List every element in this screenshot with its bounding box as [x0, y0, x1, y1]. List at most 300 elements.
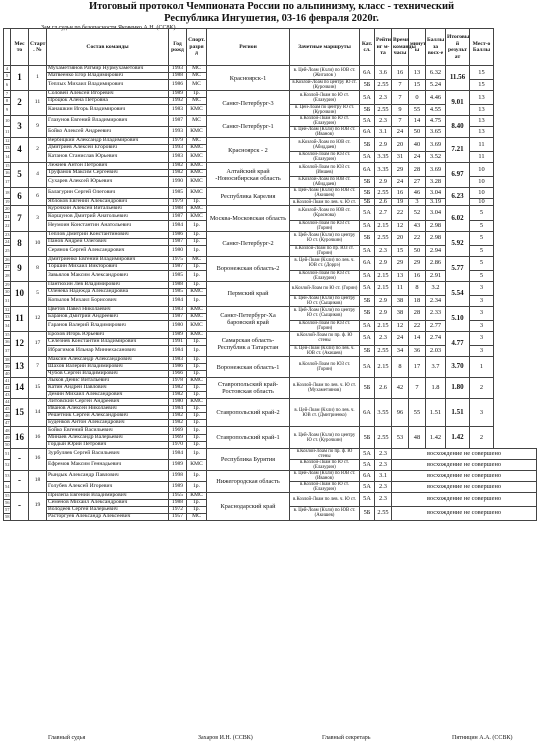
- member-rank: МС: [187, 66, 207, 73]
- route-rating: 2.9: [375, 306, 392, 320]
- judge-label: Главный судья: [48, 735, 86, 741]
- route-rating: 3.6: [375, 66, 392, 80]
- member-name: Семенов Михаил Александрович: [47, 499, 169, 506]
- route-rating: 2.9: [375, 138, 392, 152]
- member-name: Коршунов Дмитрий Анатольевич: [47, 213, 169, 220]
- member-year: 1993: [169, 66, 187, 73]
- member-name: Мухаметзянов Ратмир Нурмухаметович: [47, 66, 169, 73]
- subtitle: Зам гл.судьи по безопасности Яковенко А.Н. (СС8К): [41, 25, 176, 31]
- member-year: 1986: [169, 80, 187, 91]
- team-place: 12: [11, 331, 29, 356]
- row-number: 51: [4, 448, 11, 459]
- team-start-number: 15: [29, 378, 47, 399]
- route-minutes: 28: [409, 306, 426, 320]
- route-rating: 2.3: [375, 91, 392, 105]
- row-number: 45: [5, 406, 10, 412]
- row-number: 34: [4, 320, 11, 331]
- route-rating: 2.7: [375, 206, 392, 220]
- member-name: Ерохов Игорь Юрьевич: [47, 331, 169, 338]
- route-score: 15: [470, 80, 494, 91]
- row-number: 30: [5, 288, 10, 294]
- team-region: Воронежская область-1: [207, 356, 290, 377]
- member-year: 1985: [169, 188, 187, 199]
- member-year: 1979: [169, 199, 187, 206]
- route-name: в.Козлой-Лоам по ЮВ ст. (Абиддаев): [290, 138, 360, 152]
- route-rating: 2.3: [375, 492, 392, 506]
- route-category: 5Б: [360, 177, 375, 188]
- member-year: 1989: [169, 91, 187, 98]
- team-header: Состав команды: [47, 29, 169, 66]
- team-region: Республика Карелия: [207, 188, 290, 206]
- member-name: Теплых Михаил Владимирович: [47, 80, 169, 91]
- row-number: 27: [5, 263, 10, 269]
- row-number: 23: [5, 231, 10, 237]
- team-total: 5.54: [446, 281, 470, 306]
- not-completed-note: восхождение не совершено: [392, 459, 537, 470]
- route-name: в.Козлой-Лоам по ЮВ ст. (Краснова): [290, 206, 360, 220]
- secretary-name: Пятницин А.А. (ССВК): [452, 735, 513, 741]
- route-score: 13: [470, 127, 494, 138]
- route-points: 2.86: [426, 256, 446, 270]
- team-total: 3.70: [446, 356, 470, 377]
- route-name: в. Цей-Лоам (Кхли) по ЮВ ст. (Акишев): [290, 188, 360, 199]
- row-number: 56: [5, 499, 10, 505]
- route-name: в. Цей-Лоам (Кхли) по ЮВ ст. (Иванов): [290, 127, 360, 138]
- route-hours: 7: [392, 116, 409, 127]
- route-score: 3: [470, 306, 494, 320]
- member-year: 1969: [169, 434, 187, 441]
- route-name: в.Козлой-Лоам по пр. ф. Ю стены: [290, 448, 360, 459]
- route-minutes: 55: [409, 399, 426, 427]
- row-number: 5: [4, 73, 11, 80]
- start-header: Старт . №: [29, 29, 47, 66]
- route-minutes: 13: [409, 66, 426, 80]
- row-number: 42: [5, 385, 10, 391]
- team-start-number: 16: [29, 427, 47, 448]
- member-name: Серянов Сергей Александрович: [47, 245, 169, 256]
- member-name: Литовский Сергей Андреевич: [47, 399, 169, 406]
- row-number: 20: [5, 206, 10, 212]
- not-completed-note: восхождение не совершено: [392, 506, 537, 520]
- member-year: 1982: [169, 170, 187, 177]
- route-minutes: 55: [409, 105, 426, 116]
- route-category: 6А: [360, 399, 375, 427]
- route-name: в.Козлой-Лоам по пр. ф. Ю стены: [290, 331, 360, 345]
- table-row: [4, 116, 537, 127]
- year-header: Год рожд: [169, 29, 187, 66]
- member-rank: 1р.: [187, 199, 207, 206]
- row-number: 44: [5, 399, 10, 405]
- route-category: 5Б: [360, 427, 375, 448]
- route-points: 2.98: [426, 231, 446, 245]
- route-rating: 3.35: [375, 163, 392, 177]
- route-points: 2.77: [426, 320, 446, 331]
- route-hours: 13: [392, 270, 409, 281]
- row-number: 52: [4, 459, 11, 470]
- route-category: 5Б: [360, 345, 375, 356]
- route-name: в. Цей-Лоам (Кхли) по центру Ю ст. (Курочкин): [290, 231, 360, 245]
- route-points: 2.34: [426, 295, 446, 306]
- route-score: 10: [470, 177, 494, 188]
- route-category: 5Б: [360, 378, 375, 399]
- member-rank: КМС: [187, 378, 207, 385]
- member-name: Ефремов Максим Геннадьевич: [47, 459, 169, 470]
- route-hours: 9: [392, 105, 409, 116]
- member-name: Лежнев Антон Петрович: [47, 163, 169, 170]
- member-rank: КМС: [187, 306, 207, 313]
- minutes-header: минут ы: [409, 29, 426, 66]
- row-number: 58: [5, 513, 10, 519]
- team-place: -: [11, 470, 29, 492]
- route-name: в.Козлой-Лоам по ЮЗ ст. (Иншев): [290, 163, 360, 177]
- route-category: 6А: [360, 163, 375, 177]
- member-name: Бойко Алексей Андреевич: [47, 127, 169, 138]
- row-number: 41: [5, 378, 10, 384]
- route-hours: 11: [392, 281, 409, 295]
- member-year: 1982: [169, 420, 187, 427]
- route-points: 3.69: [426, 138, 446, 152]
- team-place: 6: [11, 188, 29, 206]
- row-number: 12: [5, 138, 10, 144]
- member-rank: МС: [187, 138, 207, 145]
- route-name: в.Козлой-Лоам по центру Ю ст. (Курочкин): [290, 80, 360, 91]
- member-name: Селезнев Константин Владимирович: [47, 338, 169, 345]
- member-name: Копылов Михаил Борисович: [47, 295, 169, 306]
- member-year: 1982: [169, 385, 187, 392]
- route-hours: 7: [392, 91, 409, 105]
- route-score: 5: [470, 220, 494, 231]
- route-hours: 24: [392, 331, 409, 345]
- table-row: [4, 470, 537, 481]
- route-rating: 2.15: [375, 320, 392, 331]
- route-category: 5А: [360, 152, 375, 163]
- route-rating: 2.15: [375, 356, 392, 377]
- member-rank: МС: [187, 116, 207, 127]
- route-category: 6А: [360, 470, 375, 481]
- row-number: 26: [5, 256, 10, 262]
- route-category: 5А: [360, 91, 375, 105]
- place-header: Мес то: [11, 29, 29, 66]
- member-rank: 1р.: [187, 385, 207, 392]
- route-rating: 2.55: [375, 427, 392, 448]
- secretary-label: Главный секретарь: [322, 735, 371, 741]
- team-start-number: 11: [29, 91, 47, 116]
- member-year: 1972: [169, 506, 187, 513]
- team-place: 10: [11, 281, 29, 306]
- route-points: 4.46: [426, 91, 446, 105]
- route-name: в. Цей-Лоам (Кхли) по ЮВ ст. (Жигалов ): [290, 66, 360, 80]
- route-category: 5А: [360, 270, 375, 281]
- route-name: в. Цей-Лоам (Кхли) по лев. ч. ЮВ ст. (Доррэ): [290, 256, 360, 270]
- route-hours: 29: [392, 163, 409, 177]
- table-row: [4, 231, 537, 238]
- member-year: 1969: [169, 427, 187, 434]
- route-hours: 96: [392, 399, 409, 427]
- row-number: 49: [5, 434, 10, 440]
- member-rank: 1р.: [187, 338, 207, 345]
- member-name: Яблоков Евгений Александрович: [47, 199, 169, 206]
- route-hours: 16: [392, 66, 409, 80]
- team-total: 1.80: [446, 378, 470, 399]
- team-total: 6.02: [446, 206, 470, 231]
- route-points: 3.69: [426, 163, 446, 177]
- team-place: 4: [11, 138, 29, 163]
- member-year: 1984: [169, 345, 187, 356]
- route-name: в.Козлой-Лоам по пр. ЮЗ ст. (Горин): [290, 245, 360, 256]
- route-name: в.Козлой-Лоам по ЮВ ст. (Абиддаев): [290, 177, 360, 188]
- title-line-2: Республика Ингушетия, 03-16 февраля 2020г.: [164, 13, 379, 24]
- member-rank: 1р.: [187, 263, 207, 270]
- team-region: Санкт-Петербург-2: [207, 231, 290, 256]
- results-table: [3, 28, 537, 521]
- row-number: 11: [4, 127, 11, 138]
- member-rank: КМС: [187, 459, 207, 470]
- route-minutes: 7: [409, 378, 426, 399]
- route-hours: 8: [392, 356, 409, 377]
- row-number: 10: [4, 116, 11, 127]
- member-name: Катанов Станислав Юрьевич: [47, 152, 169, 163]
- member-rank: 1р.: [187, 406, 207, 413]
- not-completed-note: восхождение не совершено: [392, 470, 537, 481]
- team-start-number: 9: [29, 116, 47, 138]
- route-minutes: 14: [409, 116, 426, 127]
- route-rating: 2.15: [375, 270, 392, 281]
- hours-header: [392, 29, 416, 66]
- route-points: 2.98: [426, 220, 446, 231]
- route-score: 3: [470, 399, 494, 427]
- route-name: в.Козлой-Лоам по ЮЗ ст. (Елазурин): [290, 270, 360, 281]
- member-year: 1982: [169, 392, 187, 399]
- route-rating: 2.55: [375, 105, 392, 116]
- route-score: 5: [470, 206, 494, 220]
- route-name: в.Козлой-Лоам по Ю ст. (Елазурин): [290, 116, 360, 127]
- row-number: 39: [5, 364, 10, 370]
- route-rating: 2.9: [375, 256, 392, 270]
- team-start-number: 6: [29, 188, 47, 206]
- team-region: Нижегородская область: [207, 470, 290, 492]
- route-hours: 7: [392, 80, 409, 91]
- route-category: 5А: [360, 220, 375, 231]
- route-score: 10: [470, 199, 494, 206]
- hours-label: часы: [393, 50, 407, 57]
- team-region: Санкт-Петербург-1: [207, 116, 290, 138]
- route-score: 15: [470, 66, 494, 80]
- team-place: 1: [11, 66, 29, 91]
- row-number: 46: [5, 413, 10, 419]
- route-rating: 2.3: [375, 331, 392, 345]
- row-number: 31: [4, 295, 11, 306]
- route-minutes: 40: [409, 138, 426, 152]
- row-number: 37: [4, 345, 11, 356]
- member-name: Матвеенко Егор Владимирович: [47, 73, 169, 80]
- route-name: в.Козлой-Лоам по Ю ст. (Горин): [290, 281, 360, 295]
- member-year: 1982: [169, 413, 187, 420]
- route-category: 5А: [360, 459, 375, 470]
- route-rating: 2.3: [375, 448, 392, 459]
- place2-label: Мест-о: [472, 40, 491, 47]
- route-category: 5Б: [360, 231, 375, 245]
- member-name: Лыков Денис Витальевич: [47, 378, 169, 385]
- member-rank: 1р.: [187, 448, 207, 459]
- route-hours: 38: [392, 295, 409, 306]
- member-rank: КМС: [187, 399, 207, 406]
- team-total: 6.97: [446, 163, 470, 188]
- route-hours: 34: [392, 345, 409, 356]
- team-region: Санкт-Петербург-Ха баровский край: [207, 306, 290, 331]
- route-hours: 19: [392, 199, 409, 206]
- route-rating: 3.1: [375, 127, 392, 138]
- team-total: 6.23: [446, 188, 470, 206]
- team-total: 5.92: [446, 231, 470, 256]
- member-rank: 1р.: [187, 238, 207, 245]
- route-score: 5: [470, 256, 494, 270]
- route-points: 2.33: [426, 306, 446, 320]
- member-name: Гаранов Валерий Владимирович: [47, 320, 169, 331]
- member-name: Бойко Евгений Васильевич: [47, 427, 169, 434]
- team-region: Пермский край: [207, 281, 290, 306]
- member-name: Максин Александр Александрович: [47, 356, 169, 363]
- route-score: 5: [470, 231, 494, 245]
- row-number: 35: [5, 331, 10, 337]
- member-name: Дмитриенко Евгений Владимирович: [47, 256, 169, 263]
- route-category: 5А: [360, 281, 375, 295]
- member-name: Голубев Алексей Игоревич: [47, 481, 169, 492]
- member-year: 1989: [169, 331, 187, 338]
- not-completed-note: восхождение не совершено: [392, 448, 537, 459]
- route-rating: 2.55: [375, 80, 392, 91]
- member-rank: КМС: [187, 188, 207, 199]
- member-name: Минаев Александр Валерьевич: [47, 434, 169, 441]
- route-category: 5А: [360, 331, 375, 345]
- route-points: 3.7: [426, 356, 446, 377]
- row-number: 13: [5, 145, 10, 151]
- route-name: в.Козлой-Лоам по Ю ст. (Елазурин): [290, 481, 360, 492]
- route-minutes: 24: [409, 152, 426, 163]
- team-region: Ставропольский край-2: [207, 399, 290, 427]
- route-score: 5: [470, 245, 494, 256]
- member-rank: 1р.: [187, 434, 207, 441]
- row-number: 28: [4, 270, 11, 281]
- route-score: 11: [470, 152, 494, 163]
- member-rank: КМС: [187, 313, 207, 320]
- route-points: 3.04: [426, 206, 446, 220]
- time-title: Время команды: [393, 37, 416, 50]
- member-rank: 1р.: [187, 220, 207, 231]
- member-year: 1987: [169, 238, 187, 245]
- route-rating: 2.9: [375, 295, 392, 306]
- route-score: 5: [470, 270, 494, 281]
- route-points: 1.51: [426, 399, 446, 427]
- member-year: 1988: [169, 206, 187, 213]
- member-rank: КМС: [187, 331, 207, 338]
- member-name: Прилепа Евгений Владимирович: [47, 492, 169, 499]
- member-name: Володеев Сергей Валерьевич: [47, 506, 169, 513]
- rank-header: Спорт. разря д: [187, 29, 207, 66]
- route-name: в.Козлой-Лоам по лев. ч. Ю ст. (Мухаметзянов): [290, 378, 360, 399]
- route-points: 3.52: [426, 152, 446, 163]
- route-category: 6А: [360, 256, 375, 270]
- route-name: в.Козлой-Лоам по Ю ст. (Елазурин): [290, 91, 360, 105]
- route-hours: 42: [392, 378, 409, 399]
- member-year: 1985: [169, 270, 187, 281]
- member-rank: 1р.: [187, 427, 207, 434]
- team-start-number: 14: [29, 399, 47, 427]
- route-points: 2.03: [426, 345, 446, 356]
- member-name: Буденков Антон Александрович: [47, 420, 169, 427]
- route-name: в. Цей-Лоам (Кхли) по ЮВ ст. (Иванов): [290, 470, 360, 481]
- cat-header: Кат. сл.: [360, 29, 375, 66]
- route-minutes: 52: [409, 206, 426, 220]
- route-category: 5Б: [360, 306, 375, 320]
- member-rank: КМС: [187, 206, 207, 213]
- member-year: 1984: [169, 448, 187, 459]
- member-year: 1980: [169, 399, 187, 406]
- route-minutes: 16: [409, 270, 426, 281]
- row-number: 16: [5, 170, 10, 176]
- member-name: Цветов Павел Николаевич: [47, 306, 169, 313]
- route-category: 5А: [360, 206, 375, 220]
- member-year: 1978: [169, 378, 187, 385]
- team-place: 13: [11, 356, 29, 377]
- member-year: 1985: [169, 288, 187, 295]
- route-rating: 3.35: [375, 152, 392, 163]
- team-place: 8: [11, 231, 29, 256]
- member-name: Теплов Дмитрий Константинович: [47, 231, 169, 238]
- route-name: в. Цей-Лоам по центру Ю ст. (Курочкин): [290, 105, 360, 116]
- member-rank: КМС: [187, 213, 207, 220]
- member-name: Ибрагимов Ильнар Миннехасанович: [47, 345, 169, 356]
- route-rating: 2.55: [375, 188, 392, 199]
- row-number: 53: [4, 470, 11, 481]
- route-score: 11: [470, 138, 494, 152]
- member-rank: 1р.: [187, 91, 207, 98]
- member-name: Пантюхин Лев Владимирович: [47, 281, 169, 288]
- member-year: 1988: [169, 73, 187, 80]
- member-year: 1970: [169, 441, 187, 448]
- member-year: 1975: [169, 256, 187, 263]
- route-minutes: 22: [409, 320, 426, 331]
- route-minutes: 48: [409, 427, 426, 448]
- member-rank: КМС: [187, 288, 207, 295]
- member-rank: 1р.: [187, 499, 207, 506]
- row-num-header: [4, 29, 11, 66]
- team-region: Воронежская область-2: [207, 256, 290, 281]
- member-name: Баранов Дмитрий Андреевич: [47, 313, 169, 320]
- route-hours: 20: [392, 231, 409, 245]
- route-name: в. Цей-Лоам (Кхли) по центру Ю ст. (Сыщиков): [290, 306, 360, 320]
- member-year: 1987: [169, 313, 187, 320]
- member-year: 1987: [169, 213, 187, 220]
- member-year: 1980: [169, 245, 187, 256]
- member-name: Глазунов Евгений Владимирович: [47, 116, 169, 127]
- route-score: 13: [470, 91, 494, 105]
- row-number: 18: [4, 188, 11, 199]
- table-row: [4, 448, 537, 459]
- member-name: Курочкин Алексей Витальевич: [47, 206, 169, 213]
- route-points: 3.28: [426, 177, 446, 188]
- route-hours: 16: [392, 188, 409, 199]
- results-body: [4, 66, 537, 521]
- score-label: Баллы: [472, 47, 491, 53]
- route-hours: 38: [392, 306, 409, 320]
- route-minutes: 18: [409, 295, 426, 306]
- row-number: 7: [4, 91, 11, 98]
- route-points: 3.2: [426, 281, 446, 295]
- route-score: 13: [470, 116, 494, 127]
- member-name: Расторгуев Александр Алексеевич: [47, 513, 169, 520]
- team-region: Красноярск - 2: [207, 138, 290, 163]
- route-hours: 12: [392, 320, 409, 331]
